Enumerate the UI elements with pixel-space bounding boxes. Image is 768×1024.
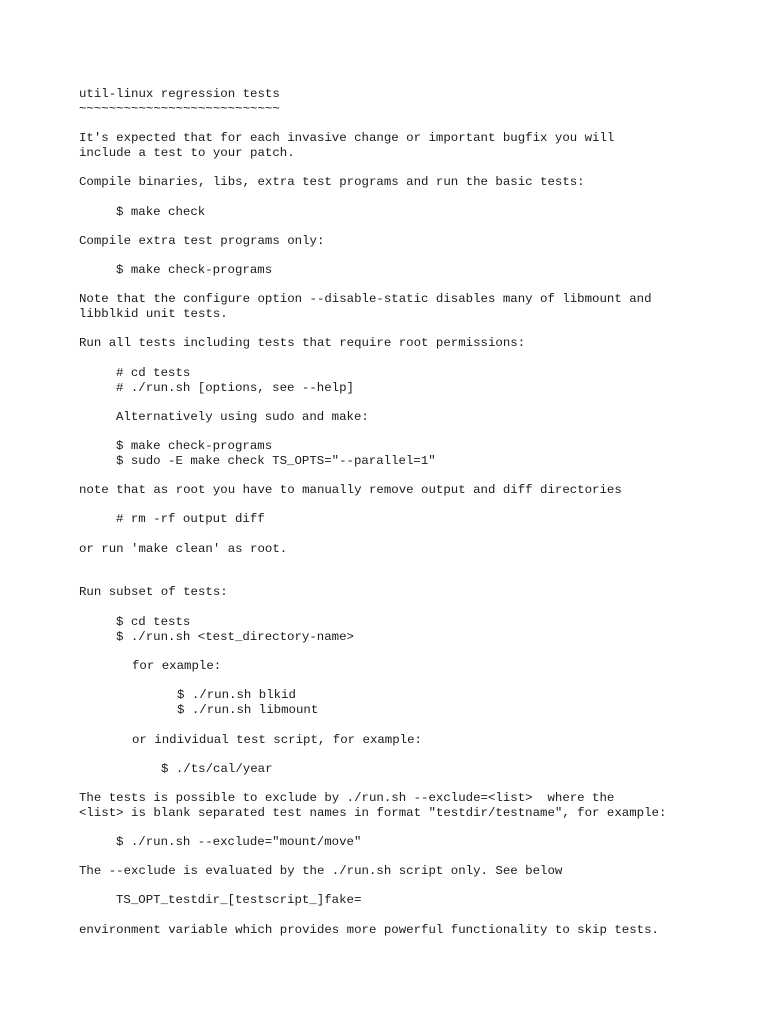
intro-line-2: include a test to your patch. bbox=[79, 146, 295, 160]
command-subset-run: $ ./run.sh <test_directory-name> bbox=[116, 630, 354, 644]
command-exclude: $ ./run.sh --exclude="mount/move" bbox=[116, 835, 362, 849]
command-make-check: $ make check bbox=[116, 205, 206, 219]
run-all-text: Run all tests including tests that require root permissions: bbox=[79, 336, 526, 350]
note-static-line-1: Note that the configure option --disable-static disables many of libmount and bbox=[79, 292, 652, 306]
command-root-cd: # cd tests bbox=[116, 366, 191, 380]
command-rm: # rm -rf output diff bbox=[116, 512, 265, 526]
command-root-run: # ./run.sh [options, see --help] bbox=[116, 381, 354, 395]
command-make-check-programs: $ make check-programs bbox=[116, 263, 273, 277]
document-title: util-linux regression tests bbox=[79, 87, 280, 101]
exclude-line-1: The tests is possible to exclude by ./run.sh --exclude=<list> where the bbox=[79, 791, 615, 805]
title-underline: ~~~~~~~~~~~~~~~~~~~~~~~~~~~ bbox=[79, 102, 280, 116]
command-example-libmount: $ ./run.sh libmount bbox=[177, 703, 319, 717]
intro-line-1: It's expected that for each invasive change or important bugfix you will bbox=[79, 131, 615, 145]
exclude-note-text: The --exclude is evaluated by the ./run.sh script only. See below bbox=[79, 864, 563, 878]
exclude-line-2: <list> is blank separated test names in format "testdir/testname", for example: bbox=[79, 806, 667, 820]
make-clean-text: or run 'make clean' as root. bbox=[79, 542, 288, 556]
environment-text: environment variable which provides more powerful functionality to skip tests. bbox=[79, 923, 659, 937]
note-root-text: note that as root you have to manually remove output and diff directories bbox=[79, 483, 622, 497]
command-example-blkid: $ ./run.sh blkid bbox=[177, 688, 296, 702]
command-sudo-check: $ sudo -E make check TS_OPTS="--parallel=1" bbox=[116, 454, 436, 468]
ts-opt-variable: TS_OPT_testdir_[testscript_]fake= bbox=[116, 893, 362, 907]
note-static-line-2: libblkid unit tests. bbox=[79, 307, 228, 321]
individual-text: or individual test script, for example: bbox=[132, 733, 422, 747]
command-sudo-programs: $ make check-programs bbox=[116, 439, 273, 453]
subset-text: Run subset of tests: bbox=[79, 585, 228, 599]
alternative-text: Alternatively using sudo and make: bbox=[116, 410, 369, 424]
command-ts-cal: $ ./ts/cal/year bbox=[161, 762, 273, 776]
for-example-text: for example: bbox=[132, 659, 222, 673]
compile-programs-text: Compile extra test programs only: bbox=[79, 234, 325, 248]
command-subset-cd: $ cd tests bbox=[116, 615, 191, 629]
compile-all-text: Compile binaries, libs, extra test programs and run the basic tests: bbox=[79, 175, 585, 189]
